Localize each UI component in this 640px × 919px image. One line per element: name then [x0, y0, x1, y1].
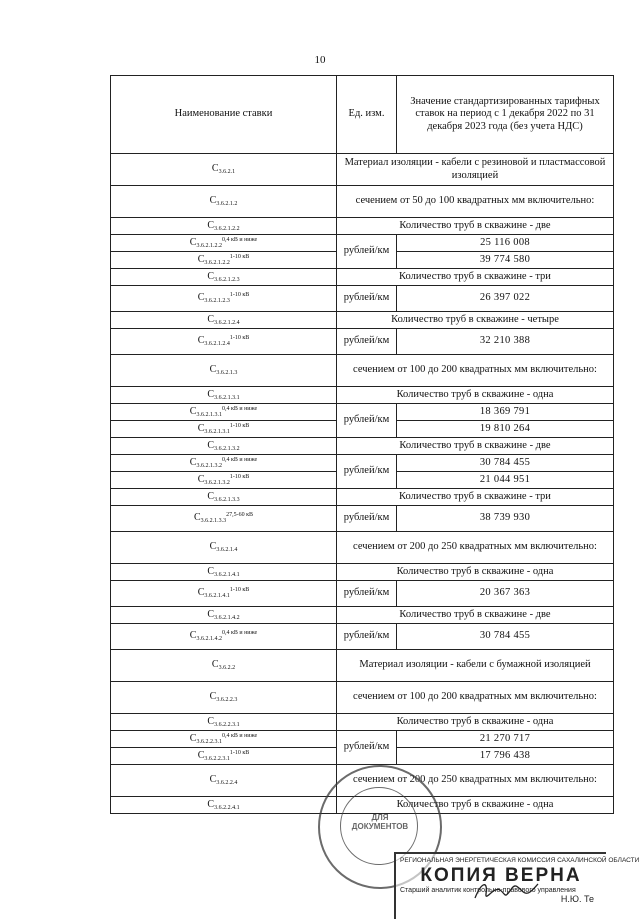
table-group-row [111, 154, 614, 186]
rate-code [111, 607, 337, 624]
group-description: Количество труб в скважине - две [337, 218, 614, 235]
rate-code-base: C [197, 253, 205, 265]
rate-code-base: C [207, 439, 215, 451]
rate-code [111, 218, 337, 235]
unit-cell: рублей/км [337, 731, 397, 765]
table-group-row [111, 682, 614, 714]
rate-code-base: C [209, 195, 217, 207]
rate-value: 32 210 388 [397, 329, 614, 355]
unit-cell: рублей/км [337, 329, 397, 355]
rate-code-voltage: 27,5-60 кВ [226, 512, 254, 519]
table-group-row [111, 714, 614, 731]
rate-code [111, 731, 337, 748]
rate-code-base: C [207, 270, 215, 282]
unit-cell: рублей/км [337, 506, 397, 532]
rate-code-index: 3.6.2.1.4 [216, 547, 238, 554]
table-row [111, 235, 614, 252]
rate-code-base: C [189, 630, 197, 642]
rate-code [111, 186, 337, 218]
group-description: Материал изоляции - кабели с бумажной изоляцией [337, 650, 614, 682]
rate-value: 30 784 455 [397, 624, 614, 650]
group-description: Количество труб в скважине - одна [337, 564, 614, 581]
rate-code-index: 3.6.2.2.3.1 [196, 738, 222, 745]
rate-code-base: C [189, 236, 197, 248]
table-row [111, 286, 614, 312]
table-row [111, 581, 614, 607]
rate-value: 21 270 717 [397, 731, 614, 748]
rate-code [111, 650, 337, 682]
table-group-row [111, 218, 614, 235]
table-group-row [111, 387, 614, 404]
header-unit: Ед. изм. [337, 76, 397, 154]
rate-code-base: C [189, 732, 197, 744]
table-group-row [111, 532, 614, 564]
table-group-row [111, 355, 614, 387]
stamp-position: Старший аналитик контрольно-правового управления [400, 887, 576, 894]
rate-code [111, 532, 337, 564]
rate-code [111, 682, 337, 714]
rate-code-index: 3.6.2.1.3.3 [200, 518, 227, 525]
rate-value: 39 774 580 [397, 252, 614, 269]
rate-code-index: 3.6.2.1.4.1 [214, 571, 240, 578]
rate-code-index: 3.6.2.2.3.1 [214, 721, 240, 728]
rate-code-index: 3.6.2.1.3.1 [196, 411, 222, 418]
unit-cell: рублей/км [337, 624, 397, 650]
rate-code-index: 3.6.2.2.3 [216, 697, 238, 704]
rate-value: 21 044 951 [397, 472, 614, 489]
rate-code-voltage: 0,4 кВ и ниже [221, 456, 258, 463]
table-group-row [111, 312, 614, 329]
rate-code-base: C [197, 335, 205, 347]
rate-code-index: 3.6.2.1.2 [216, 201, 238, 208]
group-description: сечением от 200 до 250 квадратных мм включительно: [337, 765, 614, 797]
rate-code [111, 312, 337, 329]
group-description: Количество труб в скважине - одна [337, 714, 614, 731]
rate-code-index: 3.6.2.1.3.1 [204, 428, 230, 435]
rate-code [111, 269, 337, 286]
signature-icon [470, 876, 540, 906]
rate-code-base: C [207, 715, 215, 727]
rate-code [111, 404, 337, 421]
rate-value: 18 369 791 [397, 404, 614, 421]
rate-code-base: C [189, 456, 197, 468]
group-description: Количество труб в скважине - две [337, 607, 614, 624]
tariff-table [110, 75, 614, 814]
rate-code [111, 329, 337, 355]
rate-code-index: 3.6.2.2.4 [216, 780, 238, 787]
unit-cell: рублей/км [337, 235, 397, 269]
rate-code-voltage: 1-10 кВ [229, 335, 250, 342]
unit-cell: рублей/км [337, 455, 397, 489]
rate-code-voltage: 1-10 кВ [229, 422, 250, 429]
group-description: Количество труб в скважине - три [337, 489, 614, 506]
rate-code-base: C [207, 798, 215, 810]
rate-code-index: 3.6.2.1.2.4 [204, 341, 230, 348]
rate-code-base: C [197, 292, 205, 304]
group-description: Количество труб в скважине - три [337, 269, 614, 286]
rate-code-index: 3.6.2.1.2.3 [204, 298, 230, 305]
rate-code-base: C [207, 388, 215, 400]
rate-code-index: 3.6.2.1.3 [216, 370, 238, 377]
table-group-row [111, 564, 614, 581]
rate-code-index: 3.6.2.1.2.2 [196, 242, 222, 249]
table-group-row [111, 607, 614, 624]
rate-code [111, 472, 337, 489]
rate-code-base: C [189, 405, 197, 417]
rate-code [111, 624, 337, 650]
rate-code-base: C [197, 473, 205, 485]
table-header-row [111, 76, 614, 154]
rate-code-base: C [211, 659, 219, 671]
rate-value: 17 796 438 [397, 748, 614, 765]
rate-code [111, 564, 337, 581]
rate-code-voltage: 0,4 кВ и ниже [221, 405, 258, 412]
rate-code-voltage: 1-10 кВ [229, 473, 250, 480]
table-body [111, 154, 614, 814]
table-row [111, 624, 614, 650]
table-row [111, 455, 614, 472]
rate-code [111, 489, 337, 506]
table-group-row [111, 269, 614, 286]
rate-code [111, 506, 337, 532]
table-group-row [111, 438, 614, 455]
rate-code-index: 3.6.2.1.3.2 [196, 462, 222, 469]
table-group-row [111, 650, 614, 682]
group-description: Количество труб в скважине - четыре [337, 312, 614, 329]
stamp-name: Н.Ю. Те [560, 894, 594, 904]
unit-cell: рублей/км [337, 581, 397, 607]
rate-code [111, 421, 337, 438]
rate-code [111, 286, 337, 312]
rate-code [111, 355, 337, 387]
group-description: сечением от 100 до 200 квадратных мм включительно: [337, 682, 614, 714]
rate-code [111, 235, 337, 252]
table-row [111, 404, 614, 421]
rate-code-index: 3.6.2.1.4.1 [204, 593, 230, 600]
rate-code [111, 455, 337, 472]
rate-value: 30 784 455 [397, 455, 614, 472]
group-description: сечением от 200 до 250 квадратных мм включительно: [337, 532, 614, 564]
rate-code-base: C [197, 749, 205, 761]
group-description: Количество труб в скважине - две [337, 438, 614, 455]
rate-code-voltage: 0,4 кВ и ниже [221, 630, 258, 637]
rate-code [111, 714, 337, 731]
rate-code-base: C [197, 587, 205, 599]
rate-code-index: 3.6.2.2.4.1 [214, 804, 240, 811]
rate-code [111, 765, 337, 797]
page-number: 10 [314, 54, 326, 66]
rate-code-index: 3.6.2.1.4.2 [196, 636, 222, 643]
rate-code-voltage: 1-10 кВ [229, 253, 250, 260]
rate-value: 19 810 264 [397, 421, 614, 438]
rate-code-index: 3.6.2.1.2.2 [214, 225, 240, 232]
rate-code-base: C [209, 691, 217, 703]
table-group-row [111, 489, 614, 506]
header-rate-name: Наименование ставки [111, 76, 337, 154]
rate-code [111, 581, 337, 607]
rate-value: 25 116 008 [397, 235, 614, 252]
unit-cell: рублей/км [337, 286, 397, 312]
rate-code [111, 797, 337, 814]
rate-code-voltage: 0,4 кВ и ниже [221, 732, 258, 739]
rate-code-base: C [207, 313, 215, 325]
rate-code-voltage: 1-10 кВ [229, 749, 250, 756]
rate-code-base: C [207, 490, 215, 502]
stamp-organization: РЕГИОНАЛЬНАЯ ЭНЕРГЕТИЧЕСКАЯ КОМИССИЯ САХАЛИНСКОЙ ОБЛАСТИ [400, 857, 640, 864]
table-row [111, 731, 614, 748]
rate-code-index: 3.6.2.1.3.2 [214, 445, 240, 452]
table-row [111, 506, 614, 532]
rate-value: 38 739 930 [397, 506, 614, 532]
rate-code-index: 3.6.2.1.3.2 [204, 479, 230, 486]
group-description: Материал изоляции - кабели с резиновой и пластмассовой изоляцией [337, 154, 614, 186]
rate-code-index: 3.6.2.2 [218, 665, 236, 672]
rate-code-index: 3.6.2.1.2.2 [204, 259, 230, 266]
rate-code-base: C [209, 774, 217, 786]
group-description: сечением от 50 до 100 квадратных мм включительно: [337, 186, 614, 218]
rate-code-base: C [207, 608, 215, 620]
rate-code-index: 3.6.2.1.2.3 [214, 276, 240, 283]
rate-code-base: C [193, 512, 201, 524]
rate-code-base: C [197, 422, 205, 434]
table-row [111, 329, 614, 355]
rate-value: 20 367 363 [397, 581, 614, 607]
header-value: Значение стандартизированных тарифных ставок на период с 1 декабря 2022 по 31 декабря 2023 года (без учета НДС) [397, 76, 614, 154]
round-stamp-text: ДЛЯ ДОКУМЕНТОВ [351, 813, 409, 831]
rate-code-voltage: 0,4 кВ и ниже [221, 236, 258, 243]
unit-cell: рублей/км [337, 404, 397, 438]
rate-code-index: 3.6.2.1.3.1 [214, 394, 240, 401]
rate-code-voltage: 1-10 кВ [229, 587, 250, 594]
rate-code-base: C [207, 565, 215, 577]
rate-code-index: 3.6.2.1 [218, 169, 236, 176]
rate-value: 26 397 022 [397, 286, 614, 312]
rate-code-base: C [207, 219, 215, 231]
rate-code [111, 438, 337, 455]
stamp-title: КОПИЯ ВЕРНА [420, 865, 582, 886]
group-description: Количество труб в скважине - одна [337, 797, 614, 814]
rate-code-base: C [211, 163, 219, 175]
rate-code-index: 3.6.2.1.3.3 [214, 496, 240, 503]
rate-code [111, 252, 337, 269]
table-group-row [111, 186, 614, 218]
rate-code [111, 154, 337, 186]
rate-code [111, 387, 337, 404]
rate-code-base: C [209, 364, 217, 376]
rate-code-voltage: 1-10 кВ [229, 292, 250, 299]
group-description: сечением от 100 до 200 квадратных мм включительно: [337, 355, 614, 387]
rate-code-index: 3.6.2.2.3.1 [204, 755, 230, 762]
rate-code-index: 3.6.2.1.4.2 [214, 614, 240, 621]
rate-code [111, 748, 337, 765]
rate-code-base: C [209, 541, 217, 553]
rate-code-index: 3.6.2.1.2.4 [214, 319, 240, 326]
group-description: Количество труб в скважине - одна [337, 387, 614, 404]
